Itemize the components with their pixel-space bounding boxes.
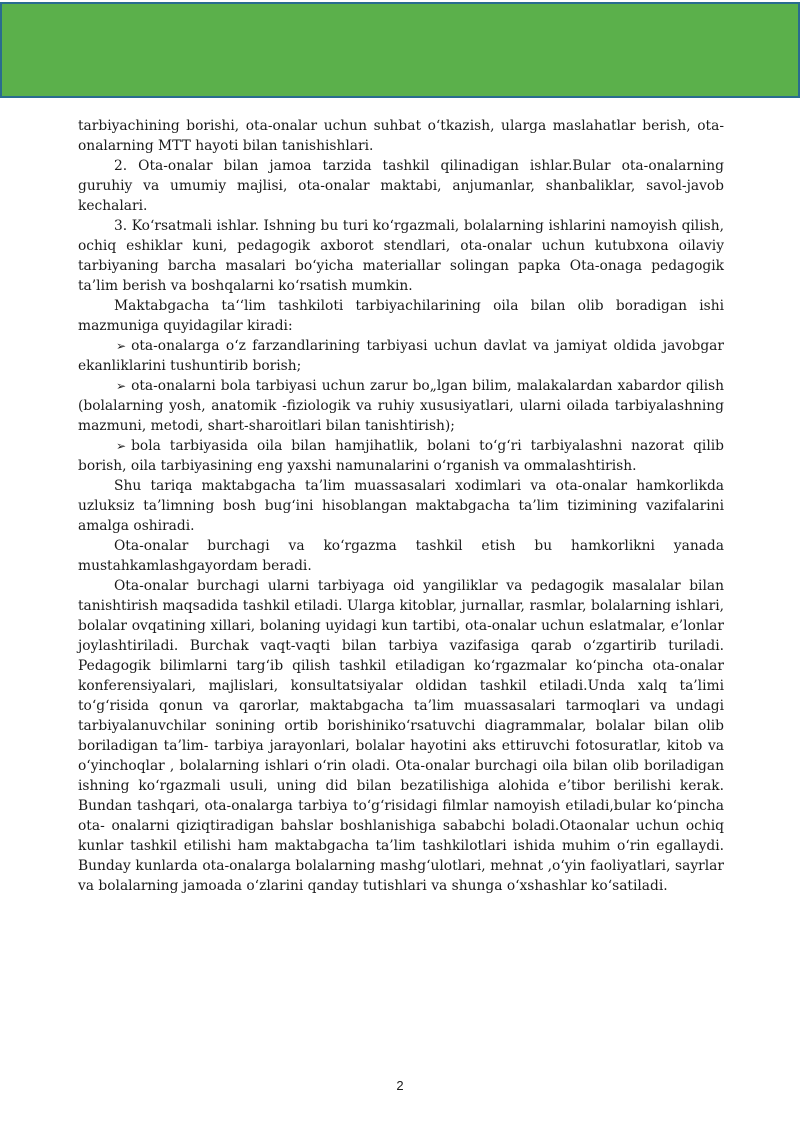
bullet-item <box>78 336 724 376</box>
paragraph-content-intro: Maktabgacha ta‘‘lim tashkiloti tarbiyachilarining oila bilan olib boradigan ishi mazmuniga quyidagilar kiradi: <box>78 298 724 334</box>
bullet-item <box>78 376 724 436</box>
paragraph-corner-intro: Ota-onalar burchagi va ko‘rgazma tashkil etish bu hamkorlikni yanada mustahkamlashgayordam beradi. <box>78 538 724 574</box>
paragraph-item-2: 2. Ota-onalar bilan jamoa tarzida tashkil qilinadigan ishlar.Bular ota-onalarning guruhiy va umumiy majlisi, ota-onalar maktabi, anjumanlar, shanbaliklar, savol-javob kechalari. <box>78 158 724 214</box>
bullet-text: ota-onalarni bola tarbiyasi uchun zarur bo„lgan bilim, malakalardan xabardor qilish (bolalarning yosh, anatomik -fiziologik va ruhiy xususiyatlari, ularni oilada tarbiyalashning mazmuni, metodi, shart-sharoitlari bilan tanishtirish); <box>78 378 724 434</box>
arrow-bullet-icon: ➢ <box>116 339 127 353</box>
bullet-text: bola tarbiyasida oila bilan hamjihatlik, bolani to‘g‘ri tarbiyalashni nazorat qilib borish, oila tarbiyasining eng yaxshi namunalarini o‘rganish va ommalashtirish. <box>78 438 724 474</box>
paragraph-item-3: 3. Ko‘rsatmali ishlar. Ishning bu turi ko‘rgazmali, bolalarning ishlarini namoyish qilish, ochiq eshiklar kuni, pedagogik axborot stendlari, ota-onalar uchun kutubxona oilaviy tarbiyaning barcha masalari bo‘yicha materiallar solingan papka Ota-onaga pedagogik ta’lim berish va boshqalarni ko‘rsatish mumkin. <box>78 218 724 294</box>
paragraph-corner-details: Ota-onalar burchagi ularni tarbiyaga oid yangiliklar va pedagogik masalalar bilan tanishtirish maqsadida tashkil etiladi. Ularga kitoblar, jurnallar, rasmlar, bolalarning ishlari, bolalar ovqatining xillari, bolaning uyidagi kun tartibi, ota-onalar uchun eslatmalar, e’lonlar joylashtiriladi. Burchak vaqt-vaqti bilan tarbiya vazifasiga qarab o‘zgartirib turiladi. Pedagogik bilimlarni targ‘ib qilish tashkil etiladigan ko‘rgazmalar ko‘pincha ota-onalar konferensiyalari, majlislari, konsultatsiyalar oldidan tashkil etiladi.Unda xalq ta’limi to‘g‘risida qonun va qarorlar, maktabgacha ta’lim muassasalari tarmoqlari va undagi tarbiyalanuvchilar sonining ortib borishiniko‘rsatuvchi diagrammalar, bolalar bilan olib boriladigan ta’lim- tarbiya jarayonlari, bolalar hayotini aks ettiruvchi fotosuratlar, kitob va o‘yinchoqlar , bolalarning ishlari o‘rin oladi. Ota-onalar burchagi oila bilan olib boriladigan ishning ko‘rgazmali usuli, uning did bilan bezatilishiga alohida e’tibor berilishi kerak. Bundan tashqari, ota-onalarga tarbiya to‘g‘risidagi filmlar namoyish etiladi,bular ko‘pincha ota- onalarni qiziqtiradigan bahslar boshlanishiga sababchi boladi.Otaonalar uchun ochiq kunlar tashkil etilishi ham maktabgacha ta’lim tashkilotlari ishida muhim o‘rin egallaydi. Bunday kunlarda ota-onalarga bolalarning mashg‘ulotlari, mehnat ,o‘yin faoliyatlari, sayrlar va bolalarning jamoada o‘zlarini qanday tutishlari va shunga o‘xshashlar ko‘satiladi. <box>78 578 724 894</box>
arrow-bullet-icon: ➢ <box>116 379 127 393</box>
bullet-text: ota-onalarga o‘z farzandlarining tarbiyasi uchun davlat va jamiyat oldida javobgar ekanliklarini tushuntirib borish; <box>78 338 724 374</box>
page-number: 2 <box>396 1078 404 1093</box>
paragraph-summary: Shu tariqa maktabgacha ta’lim muassasalari xodimlari va ota-onalar hamkorlikda uzluksiz ta’limning bosh bug‘ini hisoblangan maktabgacha ta’lim tizimining vazifalarini amalga oshiradi. <box>78 478 724 534</box>
header-banner <box>0 2 800 98</box>
document-body <box>78 116 724 896</box>
paragraph-continued: tarbiyachining borishi, ota-onalar uchun suhbat o‘tkazish, ularga maslahatlar berish, ota-onalarning MTT hayoti bilan tanishishlari. <box>78 118 724 154</box>
arrow-bullet-icon: ➢ <box>116 439 127 453</box>
bullet-item <box>78 436 724 476</box>
